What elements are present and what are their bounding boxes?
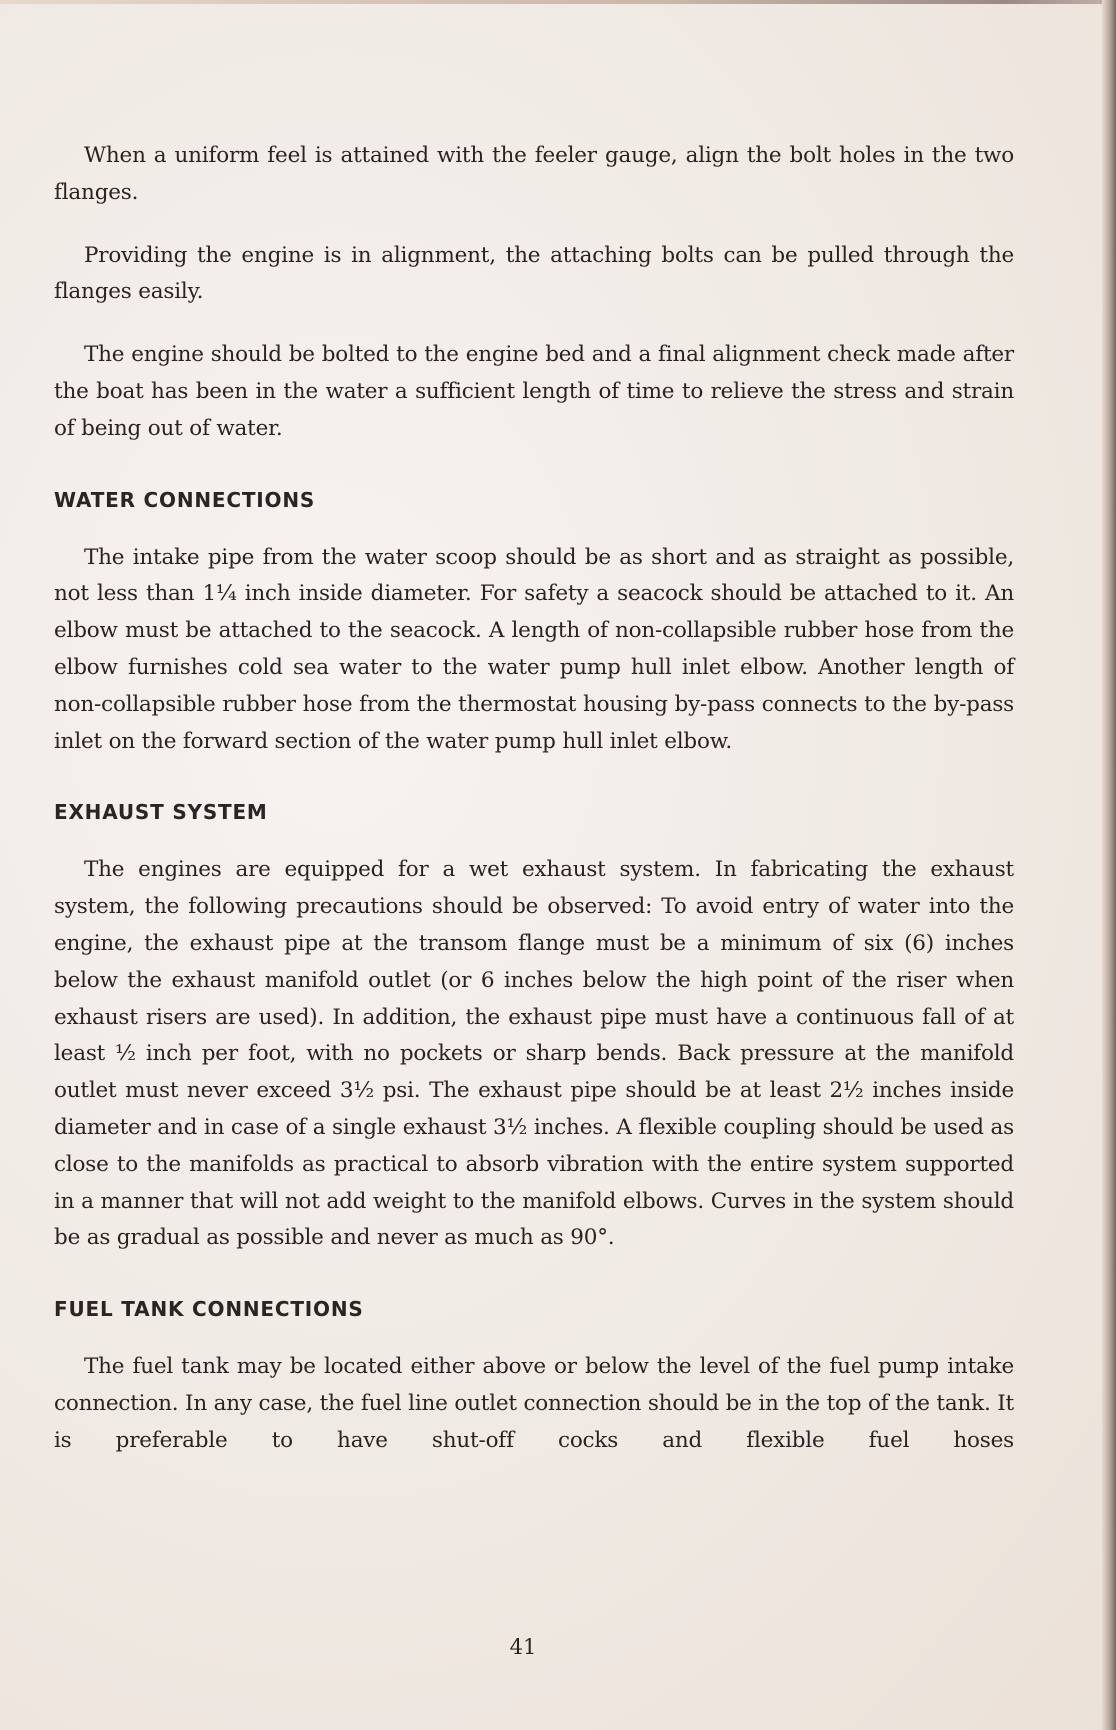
heading-fuel-tank-connections: FUEL TANK CONNECTIONS	[54, 1297, 364, 1322]
paragraph-feeler-gauge: When a uniform feel is attained with the feeler gauge, align the bolt holes in the two flanges.	[54, 143, 1014, 205]
paragraph-alignment-bolts: Providing the engine is in alignment, the attaching bolts can be pulled through the flanges easily.	[54, 242, 1014, 305]
paragraph-water-connections: The intake pipe from the water scoop should be as short and as straight as possible, not less than 1¼ inch inside diameter. For safety a seacock should be attached to it. An elbow must be attached to the seacock. A length of non-collapsible rubber hose from the elbow furnishes cold sea water to the water pump hull inlet elbow. Another length of non-collapsible rubber hose from the thermostat housing by-pass connects to the by-pass inlet on the forward section of the water pump hull inlet elbow.	[54, 544, 1014, 754]
paragraph-fuel-tank-connections: The fuel tank may be located either above or below the level of the fuel pump intake connection. In any case, the fuel line outlet connection should be in the top of the tank. It is preferable to have shut-off cocks and flexible fuel hoses	[54, 1354, 1014, 1453]
heading-water-connections: WATER CONNECTIONS	[54, 487, 316, 512]
paragraph-final-alignment: The engine should be bolted to the engine bed and a final alignment check made after the boat has been in the water a sufficient length of time to relieve the stress and strain of being out of water.	[54, 342, 1014, 441]
page-content	[54, 138, 1014, 1460]
paragraph-exhaust-system: The engines are equipped for a wet exhaust system. In fabricating the exhaust system, the following precautions should be observed: To avoid entry of water into the engine, the exhaust pipe at the transom flange must be a minimum of six (6) inches below the exhaust manifold outlet (or 6 inches below the high point of the riser when exhaust risers are used). In addition, the exhaust pipe must have a continuous fall of at least ½ inch per foot, with no pockets or sharp bends. Back pressure at the manifold outlet must never exceed 3½ psi. The exhaust pipe should be at least 2½ inches inside diameter and in case of a single exhaust 3½ inches. A flexible coupling should be used as close to the manifolds as practical to absorb vibration with the entire system supported in a manner that will not add weight to the manifold elbows. Curves in the system should be as gradual as possible and never as much as 90°.	[54, 857, 1014, 1251]
heading-exhaust-system: EXHAUST SYSTEM	[54, 800, 268, 825]
page-number: 41	[509, 1635, 537, 1659]
